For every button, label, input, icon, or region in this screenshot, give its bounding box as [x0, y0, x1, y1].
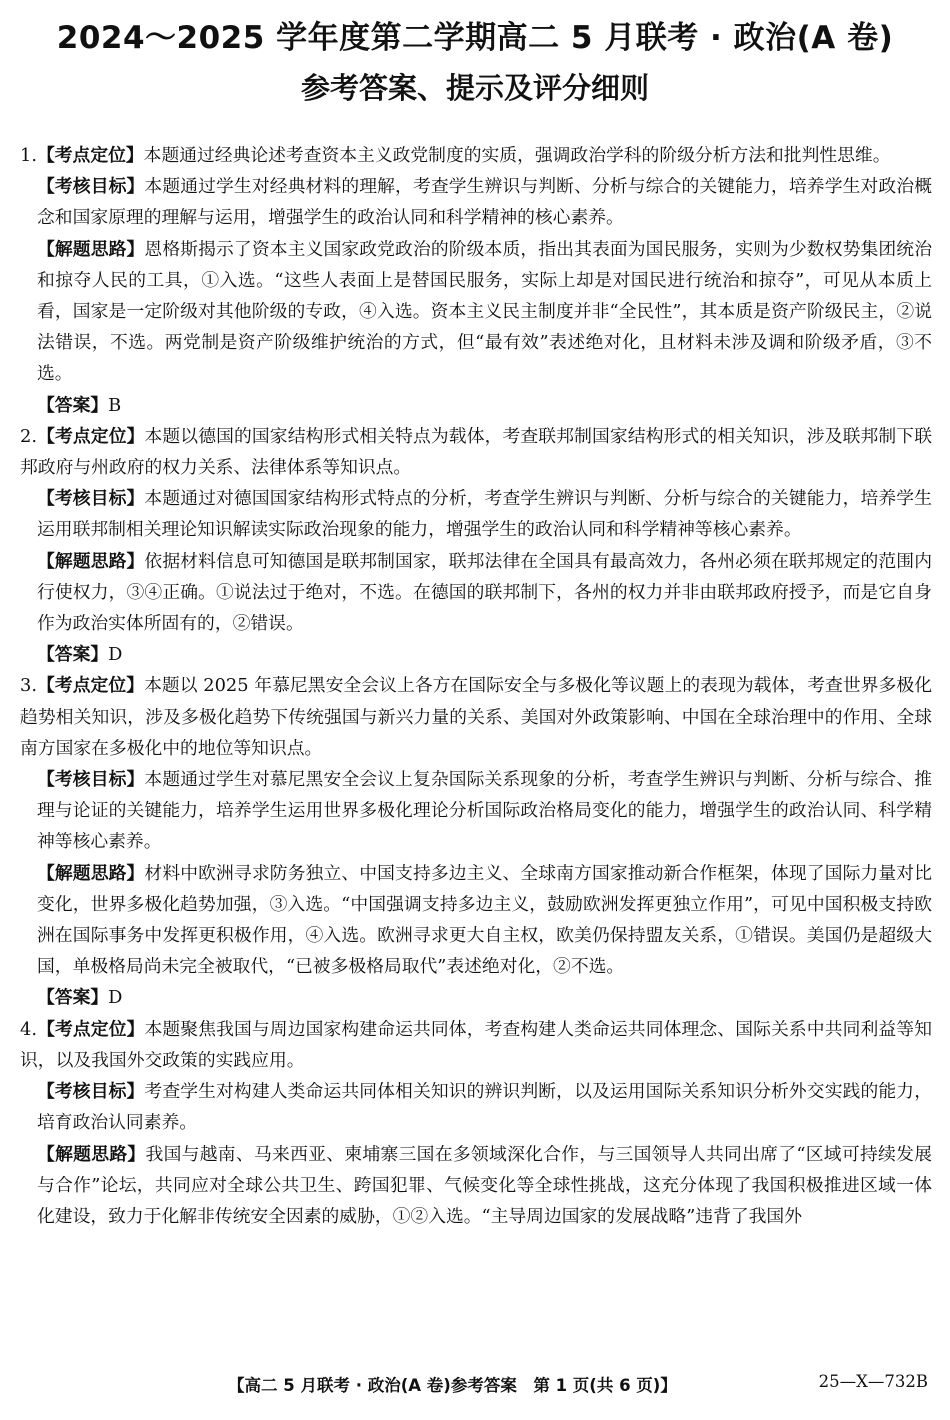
answer-value: D [108, 987, 123, 1009]
q4-kaohe [20, 1076, 932, 1138]
q2-kaohe [20, 483, 932, 545]
q1-answer [20, 390, 932, 421]
question-3 [20, 670, 932, 1013]
question-number: 1. [20, 145, 37, 166]
section-text: 本题以德国的国家结构形式相关特点为载体，考查联邦制国家结构形式的相关知识，涉及联邦制下联邦政府与州政府的权力关系、法律体系等知识点。 [20, 425, 932, 479]
question-number: 2. [20, 425, 37, 447]
section-tag: 【解题思路】 [37, 1143, 146, 1165]
section-text: 本题聚焦我国与周边国家构建命运共同体，考查构建人类命运共同体理念、国际关系中共同利益等知识，以及我国外交政策的实践应用。 [20, 1018, 932, 1071]
section-text: 本题通过学生对慕尼黑安全会议上复杂国际关系现象的分析，考查学生辨识与判断、分析与综合、推理与论证的关键能力，培养学生运用世界多极化理论分析国际政治格局变化的能力，增强学生的政治认同、科学精神等核心素养。 [37, 769, 932, 853]
question-number: 4. [20, 1018, 37, 1040]
section-text: 本题通过学生对经典材料的理解，考查学生辨识与判断、分析与综合的关键能力，培养学生对政治概念和国家原理的理解与运用，增强学生的政治认同和科学精神的核心素养。 [37, 176, 932, 229]
q2-kaodian [20, 421, 932, 483]
section-tag: 【考核目标】 [37, 769, 145, 791]
section-text: 恩格斯揭示了资本主义国家政党政治的阶级本质，指出其表面为国民服务，实则为少数权势集团统治和掠夺人民的工具，①入选。“这些人表面上是替国民服务，实际上却是对国民进行统治和掠夺”，可见从本质上看，国家是一定阶级对其他阶级的专政，④入选。资本主义民主制度并非“全民性”，其本质是资产阶级民主，②说法错误，不选。两党制是资产阶级维护统治的方式，但“最有效”表述绝对化，且材料未涉及调和阶级矛盾，③不选。 [37, 238, 932, 385]
section-tag: 【考点定位】 [36, 145, 144, 166]
q3-kaodian [20, 670, 932, 764]
q1-kaohe [20, 171, 932, 233]
section-tag: 【答案】 [37, 644, 109, 666]
q4-kaodian [20, 1014, 932, 1076]
section-tag: 【解题思路】 [37, 862, 145, 884]
section-text: 依据材料信息可知德国是联邦制国家，联邦法律在全国具有最高效力，各州必须在联邦规定的范围内行使权力，③④正确。①说法过于绝对，不选。在德国的联邦制下，各州的权力并非由联邦政府授予，而是它自身作为政治实体所固有的，②错误。 [37, 550, 932, 635]
question-2 [20, 421, 932, 671]
section-tag: 【考核目标】 [37, 176, 145, 198]
section-tag: 【考点定位】 [36, 425, 145, 447]
footer-doc-code: 25—X—732B [818, 1372, 928, 1391]
answer-value: D [108, 644, 123, 666]
q2-jieti [20, 546, 932, 640]
section-tag: 【答案】 [37, 987, 109, 1009]
q3-jieti [20, 858, 932, 983]
q2-answer [20, 639, 932, 670]
section-text: 本题通过对德国国家结构形式特点的分析，考查学生辨识与判断、分析与综合的关键能力，培养学生运用联邦制相关理论知识解读实际政治现象的能力，增强学生的政治认同和科学精神等核心素养。 [37, 488, 932, 541]
section-text: 我国与越南、马来西亚、柬埔寨三国在多领域深化合作，与三国领导人共同出席了“区域可持续发展与合作”论坛，共同应对全球公共卫生、跨国犯罪、气候变化等全球性挑战，这充分体现了我国积极推进区域一体化建设，致力于化解非传统安全因素的威胁，①②入选。“主导周边国家的发展战略”违背了我国外 [37, 1143, 932, 1227]
page-subtitle: 参考答案、提示及评分细则 [300, 71, 649, 105]
section-text: 本题以 2025 年慕尼黑安全会议上各方在国际安全与多极化等议题上的表现为载体，考查世界多极化趋势相关知识，涉及多极化趋势下传统强国与新兴力量的关系、美国对外政策影响、中国在全球治理中的作用、全球南方国家在多极化中的地位等知识点。 [20, 675, 932, 759]
section-text: 材料中欧洲寻求防务独立、中国支持多边主义、全球南方国家推动新合作框架，体现了国际力量对比变化，世界多极化趋势加强，③入选。“中国强调支持多边主义，鼓励欧洲发挥更独立作用”，可见中国积极支持欧洲在国际事务中发挥更积极作用，④入选。欧洲寻求更大自主权，欧美仍保持盟友关系，①错误。美国仍是超级大国，单极格局尚未完全被取代，“已被多极格局取代”表述绝对化，②不选。 [37, 862, 932, 978]
section-tag: 【答案】 [37, 394, 109, 416]
q1-jieti [20, 234, 932, 390]
q4-jieti [20, 1139, 932, 1233]
q3-kaohe [20, 764, 932, 858]
q1-kaodian [20, 140, 932, 171]
section-text: 本题通过经典论述考查资本主义政党制度的实质，强调政治学科的阶级分析方法和批判性思维。 [143, 145, 891, 166]
section-tag: 【考核目标】 [37, 1081, 145, 1103]
question-1 [20, 140, 932, 421]
page-footer [0, 1372, 950, 1402]
section-tag: 【解题思路】 [37, 550, 145, 572]
footer-page-info: 【高二 5 月联考 · 政治(A 卷)参考答案 第 1 页(共 6 页)】 [228, 1376, 677, 1395]
section-tag: 【解题思路】 [37, 238, 145, 260]
page-title: 2024～2025 学年度第二学期高二 5 月联考 · 政治(A 卷) [56, 20, 894, 56]
question-4 [20, 1014, 932, 1232]
section-tag: 【考核目标】 [37, 488, 145, 510]
answer-value: B [108, 394, 122, 416]
section-tag: 【考点定位】 [36, 1018, 145, 1040]
section-tag: 【考点定位】 [36, 675, 145, 697]
q3-answer [20, 982, 932, 1013]
answer-body [20, 140, 932, 1232]
question-number: 3. [20, 675, 37, 697]
section-text: 考查学生对构建人类命运共同体相关知识的辨识判断，以及运用国际关系知识分析外交实践的能力，培育政治认同素养。 [37, 1081, 932, 1134]
